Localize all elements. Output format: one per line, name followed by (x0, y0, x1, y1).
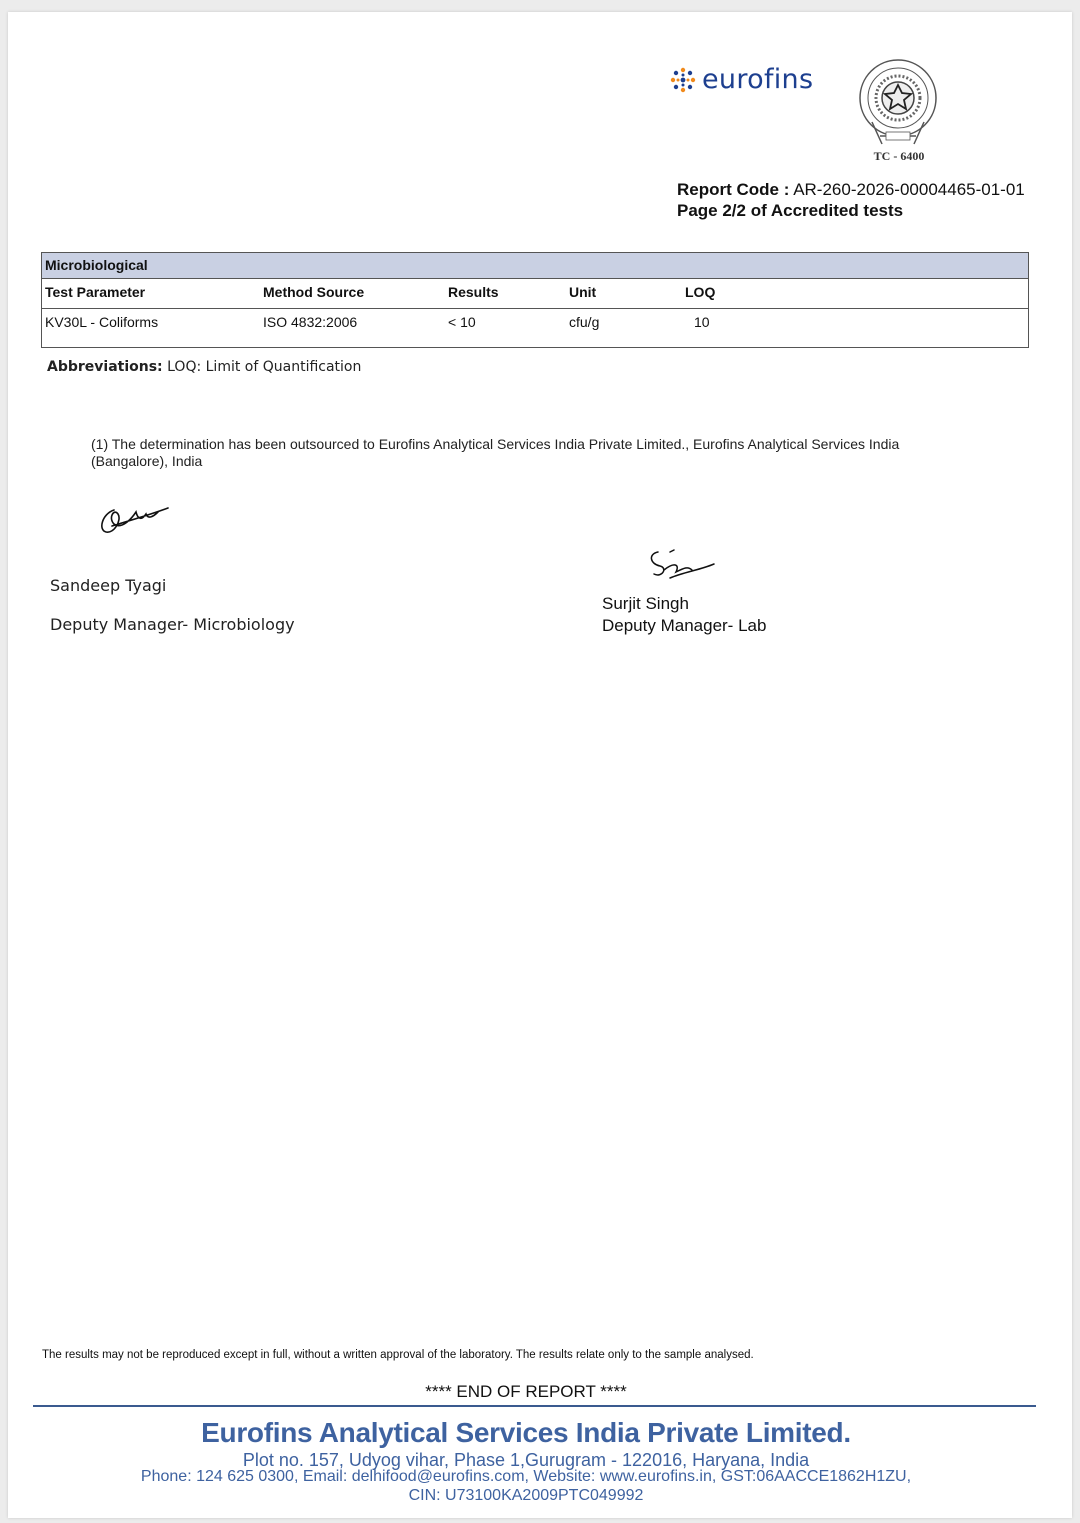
column-header: Method Source (263, 284, 365, 300)
signatory-title: Deputy Manager- Lab (602, 616, 767, 635)
table-cell: < 10 (448, 314, 476, 330)
signatory-name: Sandeep Tyagi (50, 576, 167, 595)
disclaimer: The results may not be reproduced except in full, without a written approval of the laboratory. The results relate only to the sample analysed. (42, 1349, 754, 1361)
company-contact: Phone: 124 625 0300, Email: delhifood@eurofins.com, Website: www.eurofins.in, GST:06AACCE1862H1ZU, (140, 1468, 912, 1485)
eurofins-logo (670, 64, 813, 95)
footer-divider (33, 1405, 1036, 1407)
abbreviations-text: LOQ: Limit of Quantification (167, 359, 362, 375)
eurofins-dots-icon (670, 67, 696, 93)
table-section-title: Microbiological (42, 253, 1028, 279)
column-header: Test Parameter (45, 284, 146, 300)
column-header: Unit (569, 284, 597, 300)
table-row (42, 309, 1028, 347)
end-of-report: **** END OF REPORT **** (425, 1382, 627, 1401)
page-indicator: Page 2/2 of Accredited tests (677, 201, 904, 220)
report-code-value: AR-260-2026-00004465-01-01 (793, 180, 1025, 199)
report-code-label: Report Code : (677, 180, 790, 199)
signatory-title: Deputy Manager- Microbiology (50, 615, 295, 634)
results-table (41, 252, 1029, 348)
table-cell: cfu/g (569, 314, 600, 330)
table-header-row (42, 279, 1028, 309)
signature-surjit-singh (640, 542, 720, 590)
signatory-name: Surjit Singh (602, 594, 689, 613)
company-cin: CIN: U73100KA2009PTC049992 (408, 1487, 644, 1504)
logo-text: eurofins (702, 64, 814, 95)
outsourcing-note: (1) The determination has been outsourced to Eurofins Analytical Services India Private Limited., Eurofins Analytical Services India (Bangalore), India (91, 436, 900, 469)
table-cell: 10 (694, 314, 710, 330)
report-page (8, 12, 1072, 1518)
table-cell: KV30L - Coliforms (45, 314, 159, 330)
report-code (677, 180, 1025, 200)
seal-code: TC - 6400 (873, 149, 925, 163)
table-cell: ISO 4832:2006 (263, 314, 358, 330)
abbreviations (47, 359, 361, 375)
column-header: LOQ (685, 284, 716, 300)
signature-sandeep-tyagi (92, 490, 172, 540)
abbreviations-label: Abbreviations: (47, 359, 163, 375)
column-header: Results (448, 284, 499, 300)
company-address: Plot no. 157, Udyog vihar, Phase 1,Gurugram - 122016, Haryana, India (242, 1450, 810, 1470)
company-name: Eurofins Analytical Services India Private Limited. (201, 1417, 851, 1448)
